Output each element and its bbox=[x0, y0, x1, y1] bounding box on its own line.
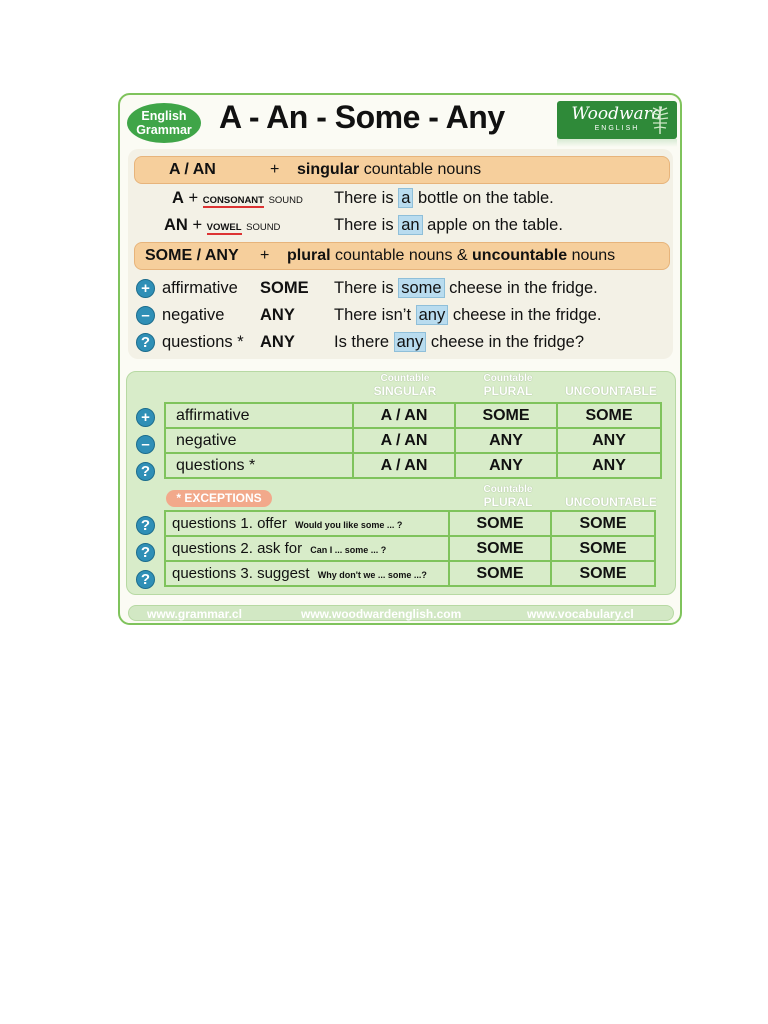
cell-plural: ANY bbox=[455, 428, 557, 453]
footer-links bbox=[128, 605, 674, 621]
a-word: A bbox=[172, 189, 184, 207]
plus-sign: + bbox=[260, 247, 270, 264]
cell-uncountable: ANY bbox=[557, 428, 661, 453]
summary-table bbox=[164, 402, 662, 479]
a-an-rule-text bbox=[297, 161, 481, 179]
col-head-main: PLURAL bbox=[483, 495, 533, 509]
an-word: AN bbox=[164, 216, 188, 234]
table-row bbox=[165, 511, 655, 536]
a-an-rule-bar bbox=[134, 156, 670, 184]
a-example bbox=[334, 189, 554, 208]
example-prefix: There is bbox=[334, 216, 394, 234]
an-example bbox=[334, 216, 563, 235]
page-title: A - An - Some - Any bbox=[219, 99, 505, 135]
minus-icon: – bbox=[136, 435, 155, 454]
some-any-rule-bar bbox=[134, 242, 670, 270]
col-head-singular bbox=[354, 373, 456, 398]
some-any-label: SOME / ANY bbox=[145, 247, 239, 264]
singular-word: singular bbox=[297, 161, 360, 178]
table-row bbox=[165, 403, 661, 428]
table-row bbox=[165, 536, 655, 561]
example-suffix: cheese in the fridge? bbox=[430, 333, 585, 351]
row-label: negative bbox=[165, 428, 353, 453]
col-head-main: SINGULAR bbox=[373, 384, 437, 398]
logo-name: Woodward bbox=[571, 104, 663, 124]
col-head-sub bbox=[558, 484, 664, 495]
question-icon: ? bbox=[136, 333, 155, 352]
col-head-main: PLURAL bbox=[483, 384, 533, 398]
fern-icon bbox=[649, 105, 671, 135]
table-row bbox=[165, 561, 655, 586]
col-head-main: UNCOUNTABLE bbox=[565, 495, 657, 509]
row-label: questions bbox=[172, 565, 237, 582]
col-head-sub: Countable bbox=[380, 373, 430, 384]
cell-uncountable: SOME bbox=[551, 536, 655, 561]
example-suffix: cheese in the fridge. bbox=[449, 279, 598, 297]
question-icon: ? bbox=[136, 543, 155, 562]
plus-sign: + bbox=[188, 189, 199, 207]
logo-reflection bbox=[557, 139, 677, 147]
a-rule-row bbox=[172, 189, 303, 208]
row-label: questions * bbox=[162, 333, 244, 351]
example-prefix: There isn’t bbox=[334, 306, 412, 324]
question-icon: ? bbox=[136, 516, 155, 535]
cell-plural: SOME bbox=[449, 561, 551, 586]
exceptions-tag: * EXCEPTIONS bbox=[166, 490, 272, 507]
col-head-sub: Countable bbox=[483, 484, 533, 495]
row-label: questions bbox=[172, 515, 237, 532]
col-head-uncountable bbox=[558, 373, 664, 398]
col-head-sub bbox=[558, 373, 664, 384]
example-prefix: Is there bbox=[334, 333, 390, 351]
english-grammar-badge bbox=[127, 103, 201, 143]
cell-plural: ANY bbox=[455, 453, 557, 478]
quantifier-highlight: any bbox=[416, 305, 449, 325]
row-example bbox=[334, 279, 598, 298]
col-head-sub: Countable bbox=[483, 373, 533, 384]
link-grammar[interactable]: www.grammar.cl bbox=[147, 607, 242, 621]
question-icon: ? bbox=[136, 462, 155, 481]
row-number: 1. offer bbox=[240, 515, 287, 532]
row-example: Would you like some ... ? bbox=[294, 520, 403, 530]
vowel-word: VOWEL bbox=[206, 222, 242, 233]
cell-plural: SOME bbox=[455, 403, 557, 428]
plus-sign: + bbox=[192, 216, 203, 234]
plus-icon: + bbox=[136, 279, 155, 298]
example-suffix: cheese in the fridge. bbox=[452, 306, 602, 324]
row-label: negative bbox=[162, 306, 225, 324]
sound-word: SOUND bbox=[268, 195, 303, 206]
cell-uncountable: ANY bbox=[557, 453, 661, 478]
sound-word: SOUND bbox=[246, 222, 281, 233]
plus-icon: + bbox=[136, 408, 155, 427]
uncountable-word: uncountable bbox=[472, 247, 568, 264]
row-example: Can I ... some ... ? bbox=[310, 545, 387, 555]
question-icon: ? bbox=[136, 570, 155, 589]
an-rule-row bbox=[164, 216, 280, 235]
badge-line1: English bbox=[141, 109, 187, 123]
exc-col-head-uncountable bbox=[558, 484, 664, 509]
row-example: Why don't we ... some ...? bbox=[317, 570, 427, 580]
col-head-main: UNCOUNTABLE bbox=[565, 384, 657, 398]
row-label: questions * bbox=[165, 453, 353, 478]
example-suffix: apple on the table. bbox=[427, 216, 563, 234]
quantifier-highlight: some bbox=[398, 278, 444, 298]
a-an-label: A / AN bbox=[169, 161, 216, 178]
row-label: questions bbox=[172, 540, 237, 557]
quantifier-highlight: any bbox=[394, 332, 427, 352]
table-row bbox=[165, 453, 661, 478]
cell-singular: A / AN bbox=[353, 403, 455, 428]
rule-end: nouns bbox=[571, 247, 616, 264]
row-word: SOME bbox=[260, 279, 309, 297]
cell-singular: A / AN bbox=[353, 428, 455, 453]
cell-uncountable: SOME bbox=[557, 403, 661, 428]
a-an-rule-rest: countable nouns bbox=[363, 161, 482, 178]
row-number: 3. suggest bbox=[240, 565, 310, 582]
plus-sign: + bbox=[270, 161, 280, 178]
minus-icon: – bbox=[136, 306, 155, 325]
exception-label bbox=[165, 561, 449, 586]
cell-uncountable: SOME bbox=[551, 511, 655, 536]
cell-plural: SOME bbox=[449, 511, 551, 536]
col-head-plural bbox=[457, 373, 559, 398]
row-word: ANY bbox=[260, 333, 295, 351]
row-example bbox=[334, 306, 601, 325]
exceptions-table bbox=[164, 510, 656, 587]
plural-word: plural bbox=[287, 247, 331, 264]
some-any-rule-text bbox=[287, 247, 615, 265]
row-example bbox=[334, 333, 584, 352]
cell-plural: SOME bbox=[449, 536, 551, 561]
article-highlight: a bbox=[398, 188, 413, 208]
row-label: affirmative bbox=[162, 279, 238, 297]
row-label: affirmative bbox=[165, 403, 353, 428]
rule-mid: countable nouns & bbox=[335, 247, 468, 264]
article-highlight: an bbox=[398, 215, 422, 235]
row-number: 2. ask for bbox=[240, 540, 303, 557]
example-suffix: bottle on the table. bbox=[417, 189, 554, 207]
exception-label bbox=[165, 511, 449, 536]
woodward-logo bbox=[557, 101, 677, 139]
row-word: ANY bbox=[260, 306, 295, 324]
link-vocabulary[interactable]: www.vocabulary.cl bbox=[527, 607, 634, 621]
example-prefix: There is bbox=[334, 279, 394, 297]
logo-sub: ENGLISH bbox=[594, 125, 640, 132]
cell-uncountable: SOME bbox=[551, 561, 655, 586]
table-row bbox=[165, 428, 661, 453]
grammar-card bbox=[118, 93, 682, 625]
link-woodward[interactable]: www.woodwardenglish.com bbox=[301, 607, 462, 621]
badge-line2: Grammar bbox=[136, 123, 192, 137]
consonant-word: CONSONANT bbox=[202, 195, 264, 206]
cell-singular: A / AN bbox=[353, 453, 455, 478]
exc-col-head-plural bbox=[457, 484, 559, 509]
exception-label bbox=[165, 536, 449, 561]
example-prefix: There is bbox=[334, 189, 394, 207]
